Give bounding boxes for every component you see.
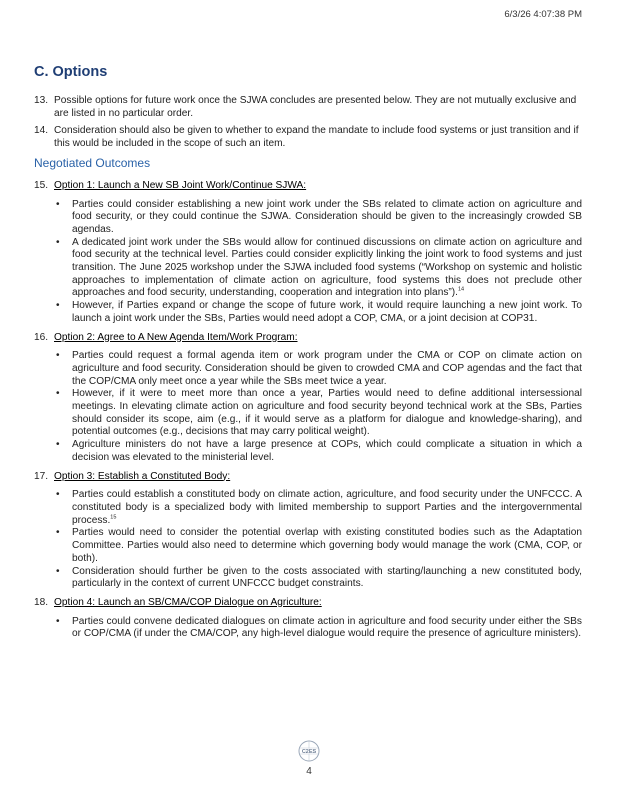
bullet-item — [34, 237, 582, 301]
option-title: Option 1: Launch a New SB Joint Work/Continue SJWA: — [54, 179, 307, 191]
footnote-ref[interactable]: 14 — [457, 287, 465, 294]
document-body — [34, 63, 582, 647]
option-heading — [34, 180, 582, 193]
bullet-text: However, if it were to meet more than once a year, Parties would need to define additional intersessional meetings. In elevating climate action on agriculture and food security beyond technical work at the SBs, Parties should consider its scope, aim (e.g., if it would serve as a platform for dialogue and knowledge-sharing), and potential outcomes (e.g., decisions that may carry political weight). — [72, 388, 582, 438]
bullet-text: However, if Parties expand or change the scope of future work, it would require launching a new joint work. To launch a joint work under the SBs, Parties would need adopt a COP, CMA, or a joint decision at COP31. — [72, 300, 582, 324]
bullet-item — [34, 350, 582, 388]
bullet-list — [34, 350, 582, 464]
bullet-text: Parties could consider establishing a new joint work under the SBs related to climate action on agriculture and food security, or they could continue the SJWA. Consideration should be given to the increasingly crowded SB agendas. — [72, 198, 582, 235]
paragraph-text: Consideration should also be given to whether to expand the mandate to include food systems or just transition and if this would be included in the scope of such an item. — [54, 125, 579, 150]
bullet-item — [34, 616, 582, 641]
bullet-item — [34, 439, 582, 464]
bullet-item — [34, 489, 582, 527]
bullet-text: Parties could establish a constituted body on climate action, agriculture, and food security under the UNFCCC. A constituted body is a specialized body with limited membership to support Parties and the intergovernmental process. — [72, 489, 582, 526]
bullet-item — [34, 388, 582, 439]
c2es-logo-icon — [297, 740, 321, 762]
bullet-text: Parties would need to consider the potential overlap with existing constituted bodies such as the Adaptation Committee. Parties would also need to determine which governing body would manage the work (CMA, COP, or both). — [72, 527, 582, 564]
bullet-list — [34, 489, 582, 591]
bullet-item — [34, 566, 582, 591]
paragraph-text: Possible options for future work once the SJWA concludes are presented below. They are not mutually exclusive and are listed in no particular order. — [54, 95, 577, 119]
option-title: Option 2: Agree to A New Agenda Item/Work Program: — [54, 331, 298, 343]
bullet-text: Parties could convene dedicated dialogues on climate action in agriculture and food security under either the SBs or COP/CMA (if under the CMA/COP, any high-level dialogue would require the presence of agriculture ministers). — [72, 615, 582, 640]
bullet-item — [34, 527, 582, 565]
logo-text: C2ES — [301, 748, 317, 755]
paragraph-number: 16. — [34, 331, 49, 343]
option-heading — [34, 332, 582, 345]
numbered-paragraph — [34, 95, 582, 120]
bullet-item — [34, 199, 582, 237]
footnote-ref[interactable]: 15 — [110, 514, 117, 521]
subheading-negotiated-outcomes: Negotiated Outcomes — [34, 155, 151, 170]
section-title: C. Options — [34, 64, 108, 80]
bullet-item — [34, 300, 582, 325]
paragraph-number: 18. — [34, 596, 49, 608]
bullet-text: Agriculture ministers do not have a large presence at COPs, which could complicate a situation in which a decision was elevated to the ministerial level. — [72, 439, 582, 463]
option-heading — [34, 597, 582, 610]
bullet-list — [34, 616, 582, 641]
page-number: 4 — [306, 766, 312, 777]
paragraph-number: 15. — [34, 179, 49, 191]
option-heading — [34, 471, 582, 484]
bullet-text: A dedicated joint work under the SBs would allow for continued discussions on climate action on agriculture and food security at the technical level. Parties could consider explicitly linking the joint work to food systems and just transition. The June 2025 workshop under the SJWA included food systems (“Workshop on systemic and holistic approaches to implementation of climate action on agriculture, food systems this does not preclude other approaches and food security, understanding, cooperation and integration into plans”). — [72, 236, 582, 299]
bullet-text: Parties could request a formal agenda item or work program under the CMA or COP on climate action on agriculture and food security. Consideration should be given to crowded CMA and COP agendas and the fact that the COP/CMA only meet once a year while the SBs meet twice a year. — [72, 350, 582, 387]
paragraph-number: 14. — [34, 125, 49, 137]
paragraph-number: 13. — [34, 95, 49, 106]
bullet-text: Consideration should further be given to the costs associated with starting/launching a new constituted body, particularly in the context of current UNFCCC budget constraints. — [72, 565, 582, 590]
option-title: Option 4: Launch an SB/CMA/COP Dialogue on Agriculture: — [54, 596, 322, 608]
print-timestamp: 6/3/26 4:07:38 PM — [504, 9, 582, 20]
option-title: Option 3: Establish a Constituted Body: — [54, 470, 231, 482]
bullet-list — [34, 199, 582, 326]
numbered-paragraph — [34, 125, 582, 150]
paragraph-number: 17. — [34, 470, 49, 482]
